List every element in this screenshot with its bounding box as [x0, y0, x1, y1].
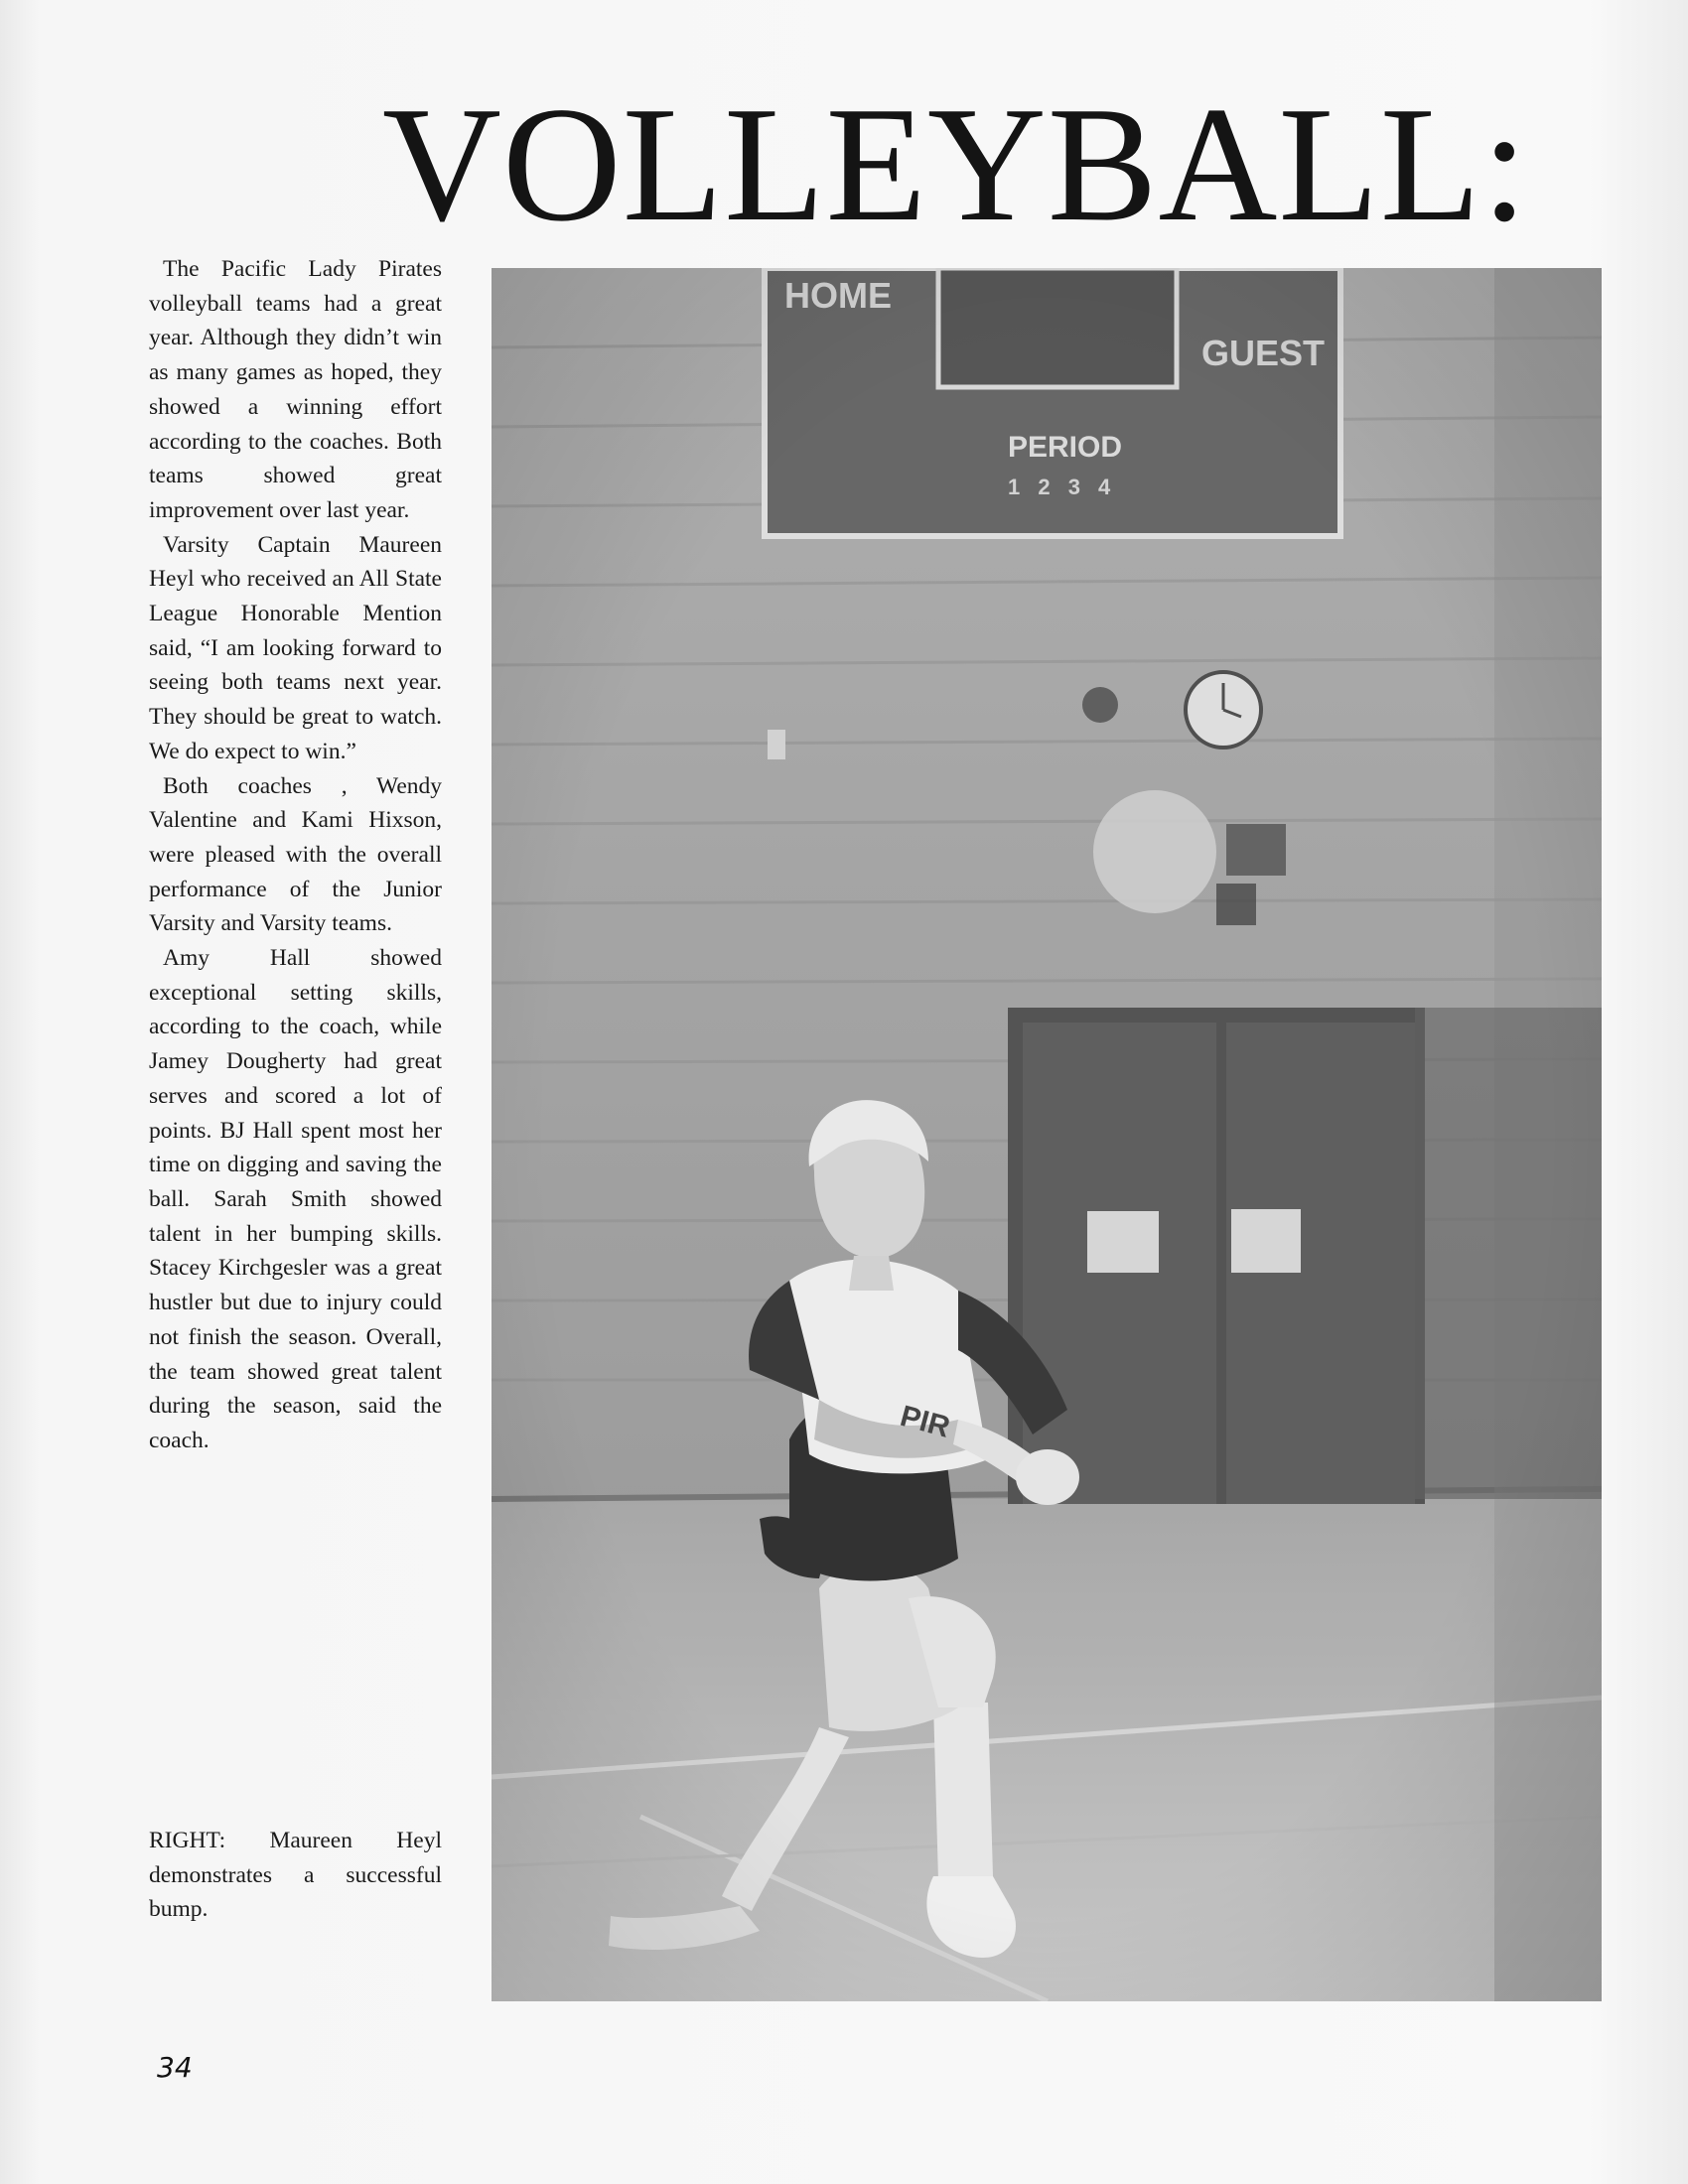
photo-caption: RIGHT: Maureen Heyl demonstrates a successful bump.	[149, 1828, 442, 1923]
article-paragraph: Amy Hall showed exceptional setting skills, according to the coach, while Jamey Dougherty had great serves and scored a lot of points. BJ Hall spent most her time on digging and saving the ball. Sarah Smith showed talent in her bumping skills. Stacey Kirchgesler was a great hustler but due to injury could not finish the season. Overall, the team showed great talent during the season, said the coach.	[149, 945, 442, 1453]
article-paragraph: Varsity Captain Maureen Heyl who received an All State League Honorable Mention said, “I am looking forward to seeing both teams next year. They should be great to watch. We do expect to win.”	[149, 531, 442, 764]
page-title: VOLLEYBALL:	[382, 72, 1529, 255]
page-number: 34	[157, 2051, 193, 2084]
article-paragraph: The Pacific Lady Pirates volleyball teams had a great year. Although they didn’t win as many games as hoped, they showed a winning effort according to the coaches. Both teams showed great improvement over last year.	[149, 256, 442, 523]
article-body	[149, 252, 442, 1458]
article-paragraph: Both coaches , Wendy Valentine and Kami Hixson, were pleased with the overall performance of the Junior Varsity and Varsity teams.	[149, 772, 442, 937]
volleyball-photo	[492, 268, 1602, 2001]
